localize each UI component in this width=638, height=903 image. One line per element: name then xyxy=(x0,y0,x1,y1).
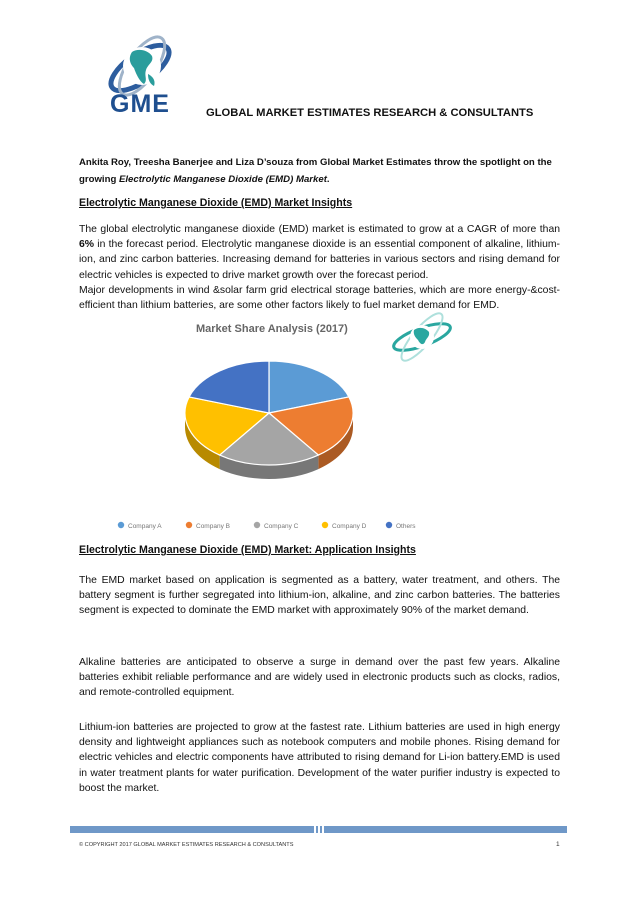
legend-marker-4 xyxy=(386,522,392,528)
company-name-header: GLOBAL MARKET ESTIMATES RESEARCH & CONSULTANTS xyxy=(206,107,534,119)
legend-label-2: Company C xyxy=(264,523,299,530)
paragraph-market-insights xyxy=(79,222,560,313)
logo-text: GME xyxy=(110,90,170,118)
legend-marker-3 xyxy=(322,522,328,528)
legend-label-1: Company B xyxy=(196,523,230,530)
footer-copyright: © COPYRIGHT 2017 GLOBAL MARKET ESTIMATES RESEARCH & CONSULTANTS xyxy=(79,842,294,848)
legend-marker-0 xyxy=(118,522,124,528)
intro-market-name: Electrolytic Manganese Dioxide (EMD) Market xyxy=(118,174,327,185)
legend-label-3: Company D xyxy=(332,523,367,530)
section-heading-application-insights: Electrolytic Manganese Dioxide (EMD) Market: Application Insights xyxy=(79,544,416,556)
legend-label-0: Company A xyxy=(128,523,162,530)
page-number: 1 xyxy=(556,841,560,848)
p2-text: Major developments in wind &solar farm grid electrical storage batteries, which are more energy-&cost-efficient than lithium batteries, are some other factors likely to fuel market demand for EMD. xyxy=(79,284,560,312)
legend-marker-1 xyxy=(186,522,192,528)
cagr-value: 6% xyxy=(79,239,95,251)
section-heading-market-insights: Electrolytic Manganese Dioxide (EMD) Market Insights xyxy=(79,197,353,209)
intro-trail: . xyxy=(326,174,330,185)
chart-title: Market Share Analysis (2017) xyxy=(196,323,348,335)
legend-marker-2 xyxy=(254,522,260,528)
pie-group xyxy=(185,361,353,479)
footer-divider-notch xyxy=(312,826,326,833)
p1-start: The global electrolytic manganese dioxide (EMD) market is estimated to grow at a CAGR of more than xyxy=(79,224,560,235)
paragraph-application-segments: The EMD market based on application is segmented as a battery, water treatment, and others. The battery segment is further segregated into lithium-ion, alkaline, and zinc carbon batteries. The batteries segment is expected to dominate the EMD market with approximately 90% of the market demand. xyxy=(79,575,560,617)
intro-lead: Ankita Roy, Treesha Banerjee and Liza D’souza from Global Market Estimates throw the spotlight on the growing xyxy=(79,157,552,185)
paragraph-lithium-ion-batteries: Lithium-ion batteries are projected to grow at the fastest rate. Lithium batteries are used in high energy density and lightweight appliances such as notebook computers and mobile phones. Rising demand for electric vehicles and electric components have attributed to rising demand for Li-ion battery.EMD is used in water treatment plants for water purification. Development of the water purifier industry is expected to boost the market. xyxy=(79,722,560,794)
small-globe-logo-icon xyxy=(386,312,460,362)
legend-label-4: Others xyxy=(396,523,416,530)
p1-end: in the forecast period. Electrolytic manganese dioxide is an essential component of alkaline, lithium-ion, and zinc carbon batteries. Increasing demand for batteries in various sectors and rising demand for electric vehicles is expected to drive market growth over the forecast period. xyxy=(79,239,560,281)
intro-paragraph xyxy=(79,154,569,188)
market-share-pie-chart xyxy=(111,316,431,536)
chart-legend xyxy=(118,522,416,530)
paragraph-alkaline-batteries: Alkaline batteries are anticipated to observe a surge in demand over the past few years. Alkaline batteries exhibit reliable performance and are widely used in electronic products such as clocks, radios, and remote-controlled equipment. xyxy=(79,657,560,699)
